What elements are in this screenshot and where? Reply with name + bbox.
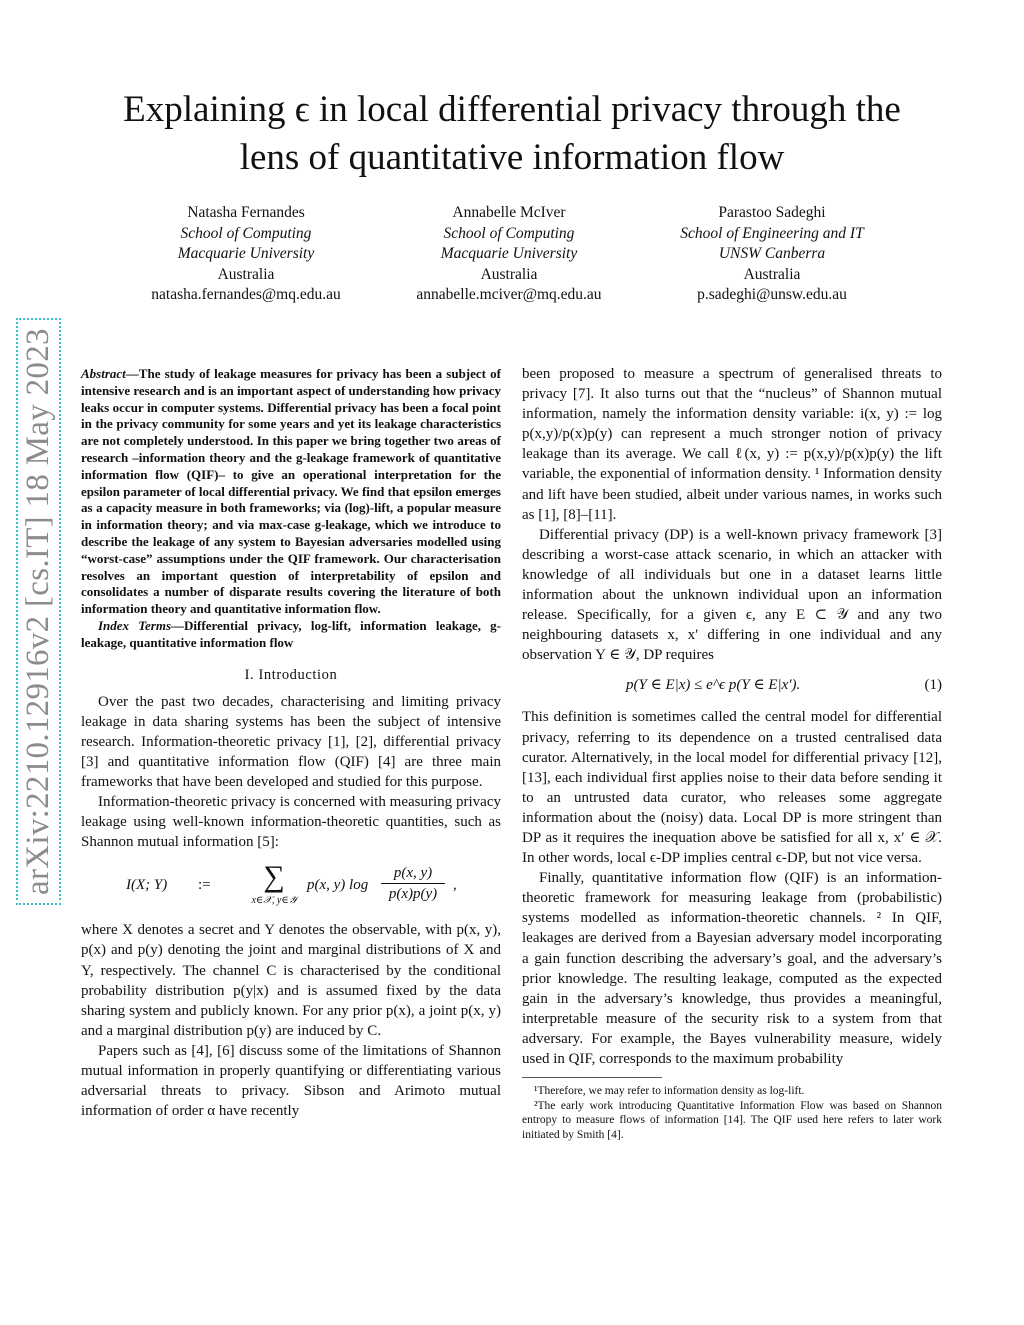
dp-equation-number: (1): [924, 677, 942, 694]
summation: [241, 860, 307, 911]
author-1: [96, 203, 396, 306]
intro-paragraph-3: where X denotes a secret and Y denotes the observable, with p(x, y), p(x) and p(y) denoting the joint and marginal distributions of X and Y, respectively. The channel C is characterised by the conditional probability distribution p(y|x) and is assumed fixed by the data sharing system and publicly known. For any prior p(x), a joint p(x, y) and a marginal distribution p(y) are induced by C.: [81, 922, 501, 1039]
author-inst: UNSW Canberra: [718, 245, 826, 262]
dp-equation-body: p(Y ∈ E|x) ≤ e^ϵ p(Y ∈ E|x′).: [626, 677, 801, 694]
left-column: [81, 366, 501, 1121]
author-name: Natasha Fernandes: [187, 204, 305, 221]
eq-lhs: I(X; Y): [126, 877, 168, 894]
footnote-1: ¹Therefore, we may refer to information density as log-lift.: [534, 1085, 805, 1098]
author-name: Annabelle McIver: [452, 204, 566, 221]
right-paragraph-1: been proposed to measure a spectrum of generalised threats to privacy [7]. It also turns out that the “nucleus” of Shannon mutual information, namely the information density variable: i(x, y) := log p(x,y)/p(x)p(y) can represent a much stronger notion of privacy leakage than its average. We call ℓ(x, y) := p(x,y)/p(x)p(y) the lift variable, the exponential of information density. ¹ Information density and lift have been studied, albeit under various names, in works such as [1], [8]–[11].: [522, 366, 942, 523]
intro-paragraph-2: Information-theoretic privacy is concerned with measuring privacy leakage using well-known information-theoretic quantities, such as Shannon mutual information [5]:: [81, 794, 501, 851]
author-3: [622, 203, 922, 306]
sum-subscript: x∈𝒳, y∈𝒴: [251, 895, 297, 907]
author-dept: School of Computing: [180, 224, 312, 242]
author-inst: Macquarie University: [177, 245, 315, 262]
arxiv-identifier: arXiv:2210.12916v2 [cs.IT] 18 May 2023: [16, 318, 61, 905]
right-paragraph-4: Finally, quantitative information flow (QIF) is an information-theoretic framework for measuring leakage from (probabilistic) systems modelled as information-theoretic channels. ² In QIF, leakages are derived from a Bayesian adversary model incorporating a gain function describing the adversary’s goal, and the adversary’s prior knowledge. The resulting leakage, computed as the expected gain in the adversary’s knowledge, thus provides a meaningful, interpretable measure of the security risk to a system from that adversary. For example, the Bayes vulnerability measure, widely used in QIF, corresponds to the maximum probability: [522, 870, 942, 1067]
author-2: [359, 203, 659, 306]
author-dept: School of Engineering and IT: [680, 224, 864, 242]
author-inst: Macquarie University: [440, 245, 578, 262]
eq-denominator: p(x)p(y): [388, 886, 438, 903]
paper-title: Explaining ϵ in local differential privacy through the lens of quantitative information flow: [123, 89, 901, 178]
mutual-information-equation: [81, 860, 501, 909]
right-paragraph-3: This definition is sometimes called the central model for differential privacy, referring to its dependence on a trusted centralised data curator. Alternatively, in the local model for differential privacy [12], [13], each individual first applies noise to their data before sending it to an untrusted data curator, who releases some aggregate information about the (noisy) data. Local DP is more stringent than DP as it requires the inequation above be satisfied for all x, x′ ∈ 𝒳. In other words, local ϵ-DP implies central ϵ-DP, but not vice versa.: [522, 709, 942, 867]
abstract-text: The study of leakage measures for privacy has been a subject of intensive research and is an important aspect of understanding how privacy leaks occur in computer systems. Differential privacy has been a focal point in the privacy community for some years and yet its leakage characteristics are not completely understood. In this paper we bring together two areas of research –information theory and the g-leakage framework of quantitative information flow (QIF)– to give an operational interpretation for the epsilon parameter of local differential privacy. We find that epsilon emerges as a capacity measure in both frameworks; via (log)-lift, a popular measure in information theory; and via max-case g-leakage, which we introduce to describe the leakage of any system to Bayesian adversaries modelled using “worst-case” assumptions under the QIF framework. Our characterisation resolves an important question of interpretability of epsilon and consolidates a number of disparate results covering the literature of both information theory and quantitative information flow.: [81, 366, 501, 617]
index-terms-label: Index Terms—: [98, 617, 185, 633]
author-email[interactable]: natasha.fernandes@mq.edu.au: [151, 286, 341, 303]
eq-assign: :=: [198, 877, 211, 894]
author-name: Parastoo Sadeghi: [718, 204, 826, 221]
footnote-2: ²The early work introducing Quantitative Information Flow was based on Shannon entropy to measure flows of information [14]. The QIF used here refers to later work initiated by Smith [4].: [522, 1099, 942, 1141]
right-column: [522, 364, 942, 1142]
author-email[interactable]: annabelle.mciver@mq.edu.au: [416, 286, 602, 303]
eq-numerator: p(x, y): [381, 863, 445, 884]
sigma-symbol: ∑: [263, 860, 285, 894]
intro-paragraph-4: Papers such as [4], [6] discuss some of the limitations of Shannon mutual information in properly quantifying or differentiating various adversarial threats to privacy. Sibson and Arimoto mutual information of order α have recently: [81, 1042, 501, 1120]
dp-equation: [522, 673, 942, 699]
eq-rhs: p(x, y) log: [307, 877, 369, 894]
author-country: Australia: [743, 265, 801, 283]
author-email[interactable]: p.sadeghi@unsw.edu.au: [697, 286, 847, 303]
eq-comma: ,: [453, 877, 457, 894]
footnote-divider: [522, 1077, 662, 1078]
index-terms-text: Differential privacy, log-lift, information leakage, g-leakage, quantitative information flow: [81, 617, 502, 650]
author-country: Australia: [480, 265, 538, 283]
index-terms: [81, 618, 501, 652]
right-paragraph-2: Differential privacy (DP) is a well-known privacy framework [3] describing a worst-case attack scenario, in which an attacker with knowledge of all individuals but one in a dataset learns little information about the unknown individual upon an information release. Specifically, for a given ϵ, any E ⊂ 𝒴 and any two neighbouring datasets x, x′ differing in one individual and any observation Y ∈ 𝒴, DP requires: [522, 526, 942, 664]
abstract: [81, 366, 501, 618]
intro-paragraph-1: Over the past two decades, characterising and limiting privacy leakage in data sharing systems has been the subject of intensive research. Information-theoretic privacy [1], [2], differential privacy [3] and quantitative information flow (QIF) [4] are three main frameworks that have been developed and studied for this purpose.: [81, 693, 501, 791]
author-dept: School of Computing: [443, 224, 575, 242]
abstract-label: Abstract—: [81, 366, 139, 381]
eq-fraction: [381, 863, 445, 904]
author-country: Australia: [217, 265, 275, 283]
section-heading-introduction: I. Introduction: [244, 666, 338, 683]
